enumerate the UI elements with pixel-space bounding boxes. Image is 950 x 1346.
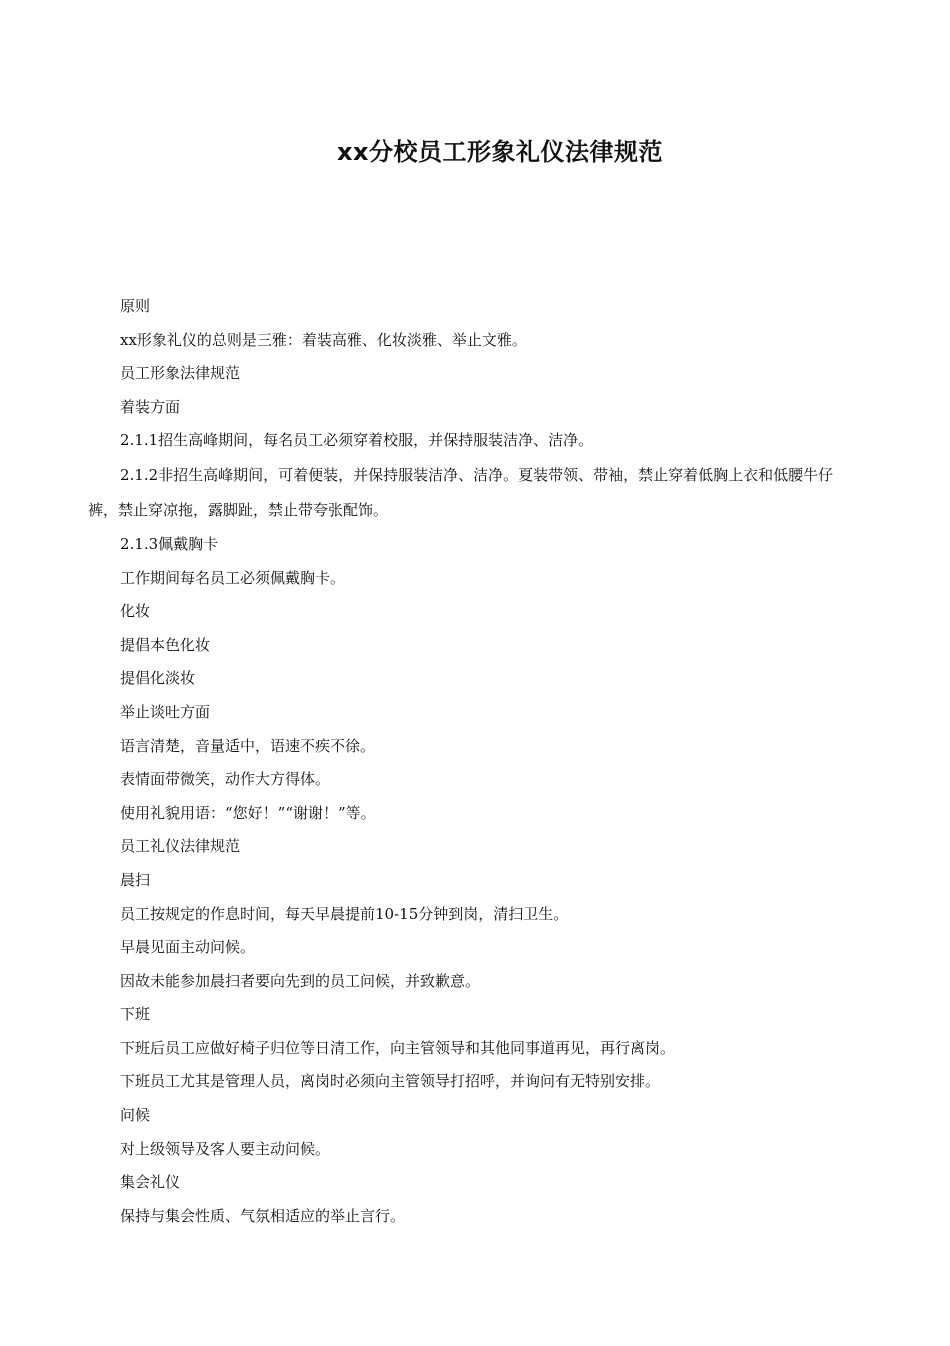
paragraph: 员工按规定的作息时间，每天早晨提前10-15分钟到岗，清扫卫生。 — [120, 904, 569, 923]
document-title: xx分校员工形象礼仪法律规范 — [337, 138, 663, 166]
paragraph: 化妆 — [120, 602, 151, 621]
paragraph: 提倡本色化妆 — [120, 635, 211, 654]
paragraph: 2.1.3佩戴胸卡 — [120, 534, 219, 553]
paragraph: 集会礼仪 — [120, 1173, 181, 1192]
paragraph: 原则 — [120, 297, 151, 315]
paragraph: 员工礼仪法律规范 — [120, 837, 241, 856]
paragraph: 工作期间每名员工必须佩戴胸卡。 — [120, 568, 346, 587]
paragraph: xx形象礼仪的总则是三雅：着装高雅、化妆淡雅、举止文雅。 — [120, 330, 527, 349]
paragraph: 举止谈吐方面 — [120, 702, 211, 721]
paragraph: 语言清楚，音量适中，语速不疾不徐。 — [120, 736, 376, 755]
paragraph: 晨扫 — [120, 870, 151, 889]
paragraph: 保持与集会性质、气氛相适应的举止言行。 — [120, 1206, 406, 1225]
paragraph: 早晨见面主动问候。 — [120, 938, 256, 957]
paragraph: 着装方面 — [120, 397, 181, 416]
paragraph: 提倡化淡妆 — [120, 669, 196, 688]
paragraph: 2.1.2非招生高峰期间，可着便装，并保持服装洁净、洁净。夏装带领、带袖，禁止穿着低胸上衣和低腰牛仔裤，禁止穿凉拖，露脚趾，禁止带夸张配饰。 — [88, 465, 834, 519]
paragraph: 因故未能参加晨扫者要向先到的员工问候，并致歉意。 — [120, 971, 481, 990]
document-body — [88, 290, 863, 1233]
paragraph: 对上级领导及客人要主动问候。 — [120, 1139, 331, 1158]
paragraph: 员工形象法律规范 — [120, 364, 241, 383]
paragraph: 下班后员工应做好椅子归位等日清工作，向主管领导和其他同事道再见，再行离岗。 — [120, 1038, 676, 1057]
paragraph: 使用礼貌用语：“您好！”“谢谢！”等。 — [120, 803, 376, 822]
paragraph: 下班 — [120, 1005, 151, 1024]
paragraph: 表情面带微笑，动作大方得体。 — [120, 770, 331, 789]
paragraph: 问候 — [120, 1106, 151, 1125]
paragraph: 下班员工尤其是管理人员，离岗时必须向主管领导打招呼，并询问有无特别安排。 — [120, 1072, 661, 1091]
paragraph: 2.1.1招生高峰期间，每名员工必须穿着校服，并保持服装洁净、洁净。 — [120, 431, 594, 450]
